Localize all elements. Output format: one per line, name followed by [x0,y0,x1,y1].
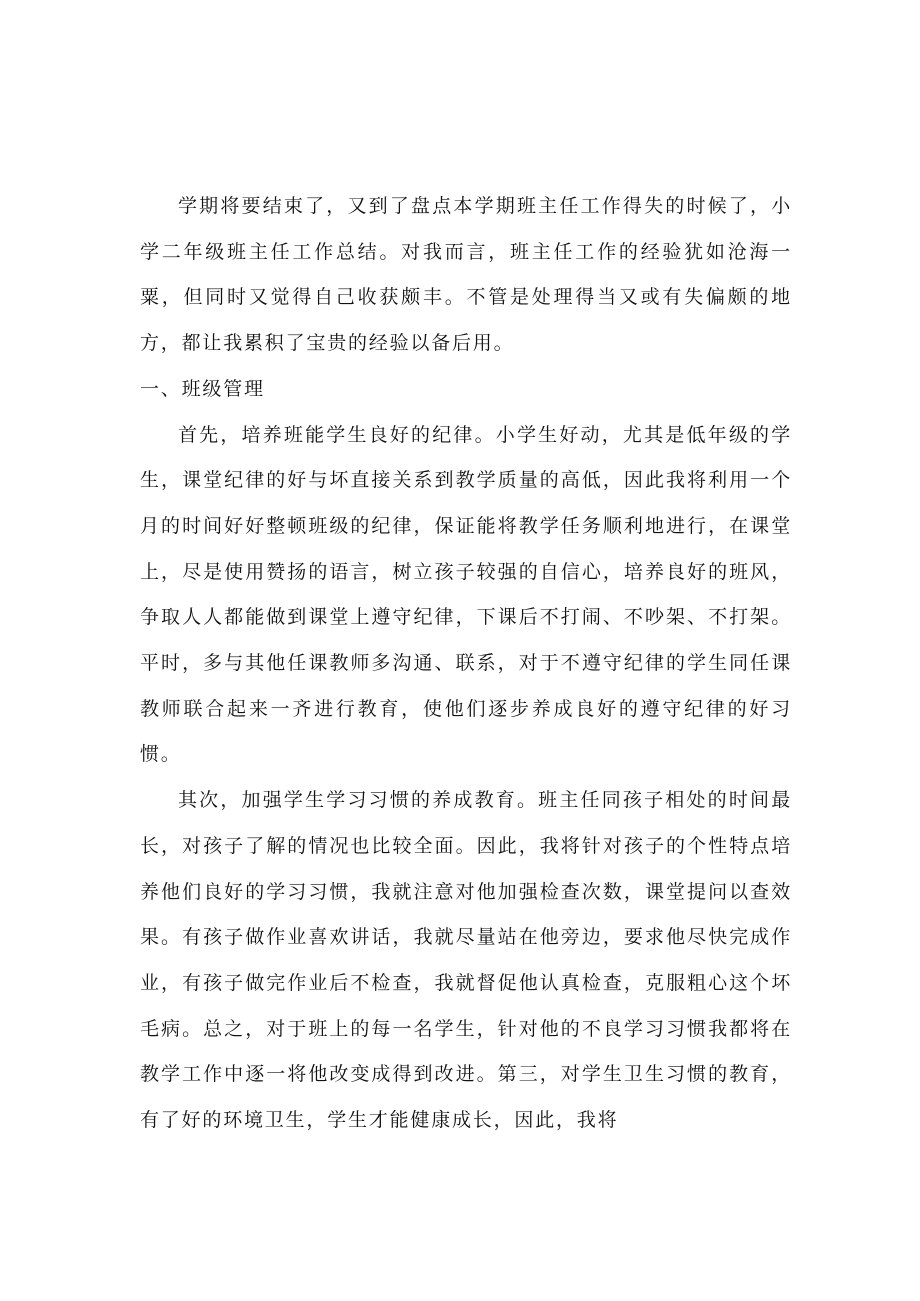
section-heading-class-management: 一、班级管理 [140,377,265,400]
discipline-paragraph: 首先，培养班能学生良好的纪律。小学生好动，尤其是低年级的学生，课堂纪律的好与坏直接关系到教学质量的高低，因此我将利用一个月的时间好好整顿班级的纪律，保证能将教学任务顺利地进行，在课堂上，尽是使用赞扬的语言，树立孩子较强的自信心，培养良好的班风，争取人人都能做到课堂上遵守纪律，下课后不打闹、不吵架、不打架。平时，多与其他任课教师多沟通、联系，对于不遵守纪律的学生同任课教师联合起来一齐进行教育，使他们逐步养成良好的遵守纪律的好习惯。 [140,423,792,766]
intro-paragraph: 学期将要结束了，又到了盘点本学期班主任工作得失的时候了，小学二年级班主任工作总结。对我而言，班主任工作的经验犹如沧海一粟，但同时又觉得自己收获颇丰。不管是处理得当又或有失偏颇的地方，都让我累积了宝贵的经验以备后用。 [140,195,792,355]
document-body [140,184,792,1144]
study-habits-paragraph: 其次，加强学生学习习惯的养成教育。班主任同孩子相处的时间最长，对孩子了解的情况也比较全面。因此，我将针对孩子的个性特点培养他们良好的学习习惯，我就注意对他加强检查次数，课堂提问以查效果。有孩子做作业喜欢讲话，我就尽量站在他旁边，要求他尽快完成作业，有孩子做完作业后不检查，我就督促他认真检查，克服粗心这个坏毛病。总之，对于班上的每一名学生，针对他的不良学习习惯我都将在教学工作中逐一将他改变成得到改进。第三，对学生卫生习惯的教育，有了好的环境卫生，学生才能健康成长，因此，我将 [140,789,792,1132]
